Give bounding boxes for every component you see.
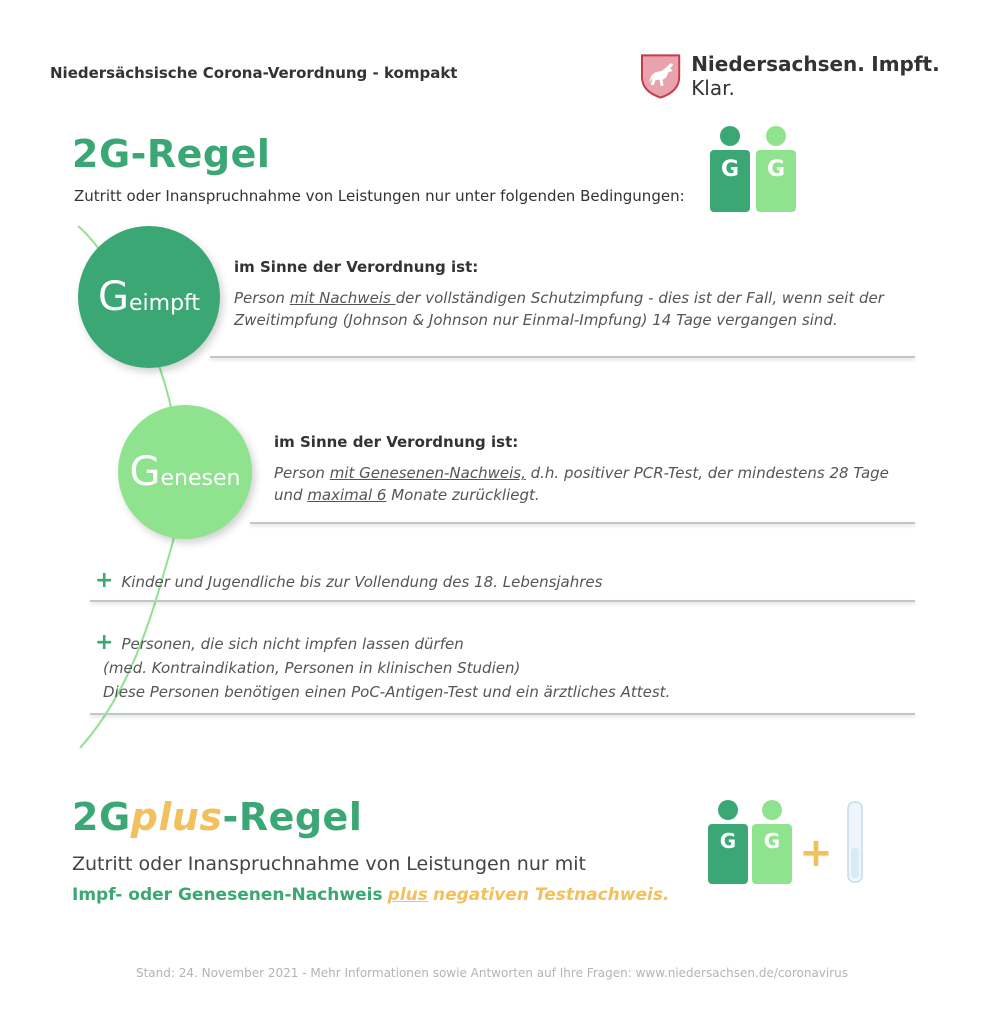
geimpft-divider bbox=[210, 356, 915, 358]
genesen-divider bbox=[250, 522, 915, 524]
geimpft-circle bbox=[78, 226, 220, 368]
rule-2gplus-line2 bbox=[72, 885, 669, 905]
rule-2gplus-line2-part: Impf- oder Genesenen-Nachweis bbox=[72, 885, 383, 905]
genesen-text-underlined: mit Genesenen-Nachweis, bbox=[329, 464, 526, 482]
plus-icon: + bbox=[95, 630, 114, 655]
person-label: G bbox=[720, 157, 740, 182]
genesen-text-part: d.h. positiver PCR-Test, der mindestens 28 Tage und bbox=[274, 464, 889, 504]
brand-slogan-part1: Niedersachsen. bbox=[691, 52, 865, 76]
kinder-divider bbox=[90, 600, 915, 602]
two-g-plus-test-icon bbox=[700, 798, 870, 890]
geimpft-text bbox=[234, 287, 914, 331]
plus-icon: + bbox=[95, 568, 114, 593]
rule-2gplus-title-part: -Regel bbox=[222, 795, 363, 839]
kinder-item bbox=[95, 570, 602, 593]
kinder-text: Kinder und Jugendliche bis zur Vollendung des 18. Lebensjahres bbox=[121, 573, 603, 591]
person-label: G bbox=[766, 157, 786, 182]
brand-slogan bbox=[691, 52, 984, 100]
brand-slogan-part2: Impft. bbox=[871, 52, 940, 76]
genesen-circle bbox=[118, 405, 252, 539]
test-tube-liquid bbox=[851, 848, 859, 878]
document-header-title: Niedersächsische Corona-Verordnung - kompakt bbox=[50, 64, 458, 82]
two-g-persons-icon bbox=[700, 124, 810, 220]
personen-divider bbox=[90, 713, 915, 715]
genesen-rest: enesen bbox=[160, 465, 241, 491]
geimpft-initial: G bbox=[97, 274, 129, 320]
genesen-initial: G bbox=[129, 449, 161, 495]
rule-2g-subtitle: Zutritt oder Inanspruchnahme von Leistungen nur unter folgenden Bedingungen: bbox=[74, 187, 685, 205]
geimpft-text-part: der vollständigen Schutzimpfung - dies ist der Fall, wenn seit der Zweitimpfung (Johnson & Johnson nur Einmal-Impfung) 14 Tage vergangen sind. bbox=[234, 289, 884, 329]
genesen-text-part: Person bbox=[274, 464, 330, 482]
geimpft-rest: eimpft bbox=[128, 290, 201, 316]
geimpft-text-part: Person bbox=[234, 289, 290, 307]
plus-sign: + bbox=[799, 830, 833, 876]
personen-line2: (med. Kontraindikation, Personen in klinischen Studien) bbox=[103, 659, 521, 677]
geimpft-heading: im Sinne der Verordnung ist: bbox=[234, 258, 479, 276]
rule-2gplus-title-part: 2G bbox=[72, 795, 131, 839]
rule-2gplus-title-plus: plus bbox=[130, 795, 223, 839]
brand-slogan-part3: Klar. bbox=[691, 76, 735, 100]
personen-line3: Diese Personen benötigen einen PoC-Antigen-Test und ein ärztliches Attest. bbox=[103, 683, 671, 701]
footer-note: Stand: 24. November 2021 - Mehr Informationen sowie Antworten auf Ihre Fragen: www.niedersachsen.de/coronavirus bbox=[135, 966, 849, 980]
person-label: G bbox=[763, 829, 781, 853]
rule-2gplus-line2-plus: plus bbox=[387, 885, 428, 905]
rule-2gplus-line2-part: negativen Testnachweis. bbox=[432, 885, 670, 905]
genesen-text bbox=[274, 462, 914, 506]
genesen-text-part: Monate zurückliegt. bbox=[386, 486, 540, 504]
person-label: G bbox=[719, 829, 737, 853]
rule-2gplus-title bbox=[72, 795, 362, 839]
brand-logo-group bbox=[640, 52, 984, 100]
personen-item bbox=[95, 632, 895, 703]
genesen-text-underlined: maximal 6 bbox=[307, 486, 387, 504]
genesen-heading: im Sinne der Verordnung ist: bbox=[274, 433, 519, 451]
rule-2gplus-line1: Zutritt oder Inanspruchnahme von Leistungen nur mit bbox=[72, 853, 586, 875]
lower-saxony-horse-shield-icon bbox=[640, 53, 681, 99]
geimpft-text-underlined: mit Nachweis bbox=[289, 289, 396, 307]
personen-line1: Personen, die sich nicht impfen lassen dürfen bbox=[121, 635, 464, 653]
rule-2g-title: 2G-Regel bbox=[72, 132, 271, 176]
